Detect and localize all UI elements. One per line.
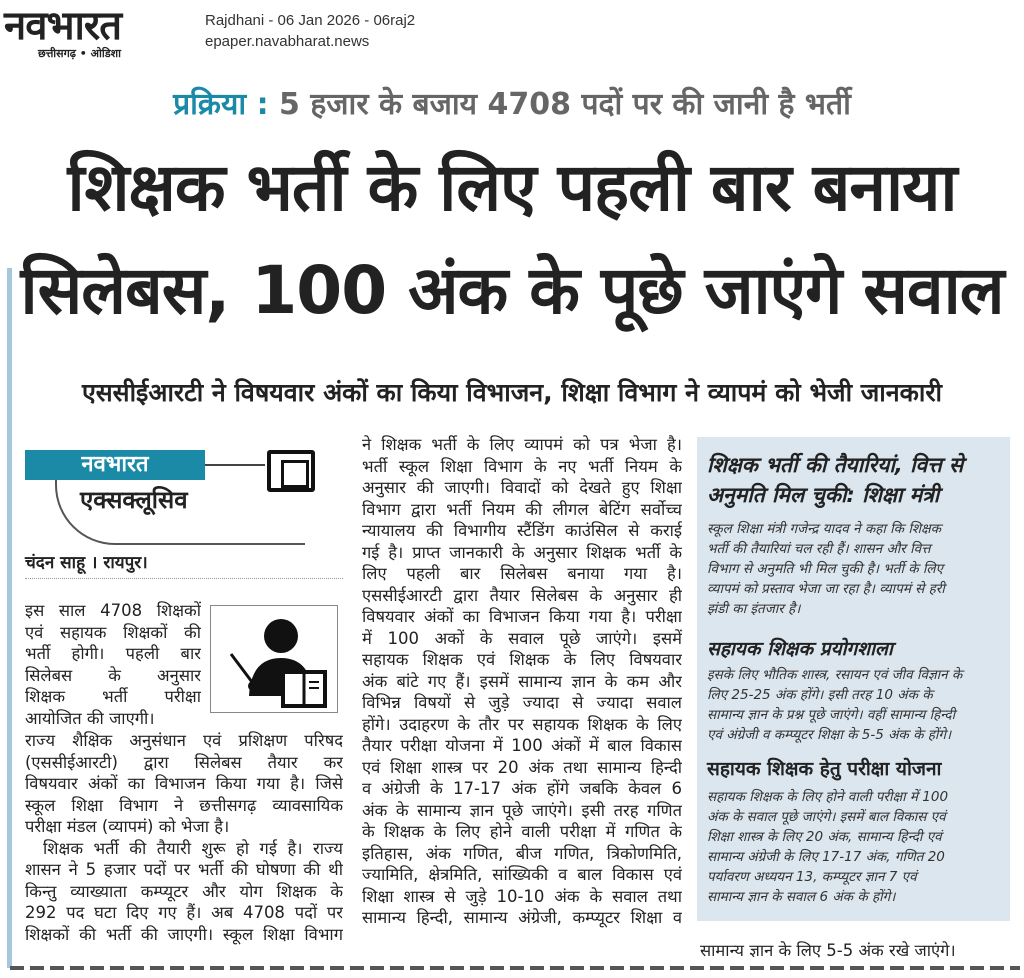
headline-line-1: शिक्षक भर्ती के लिए पहली बार बनाया (67, 149, 957, 226)
newspaper-logo: नवभारत (4, 3, 122, 49)
article-line: न्यायालय की विभागीय स्टैंडिंग काउंसिल से कराई (362, 521, 682, 540)
article-line: विभाग द्वारा भर्ती नियम की लीगल बेटिंग सर्वोच्च (362, 499, 682, 519)
kicker (0, 82, 1024, 123)
sidebar-text-line: लिए 25-25 अंक होंगे। इसी तरह 10 अंक के (707, 687, 933, 703)
article-line: व अंग्रेजी के 17-17 अंक होंगे जबकि केवल 6 (362, 779, 682, 798)
article-line: शिक्षक भर्ती परीक्षा (25, 687, 201, 706)
article-line: शासन ने 5 हजार पदों पर भर्ती की घोषणा की थी (25, 860, 343, 879)
byline: चंदन साहू । रायपुर। (25, 553, 148, 573)
article-line: भर्ती होगी। पहली बार (25, 644, 201, 663)
article-line: स्कूल शिक्षा विभाग ने छत्तीसगढ़ व्यावसायिक (25, 795, 343, 815)
column-rule (7, 268, 12, 968)
exclusive-label: एक्सक्लूसिव (80, 486, 188, 514)
article-line: लिए पहली बार सिलेबस बनाया गया है। (362, 564, 682, 583)
article-line: एवं शिक्षा शास्त्र पर 20 अंक तथा सामान्य हिन्दी (362, 757, 682, 777)
article-line: शिक्षकों की भर्ती की जाएगी। स्कूल शिक्षा विभाग (25, 924, 343, 944)
col3-tail-text: सामान्य ज्ञान के लिए 5-5 अंक रखे जाएंगे। (700, 941, 956, 960)
article-line: सामान्य हिन्दी, सामान्य अंग्रेजी, कम्प्यूटर शिक्षा व (362, 908, 682, 927)
article-line: परीक्षा मंडल (व्यापमं) को भेजा है। (25, 817, 230, 836)
sidebar-title-1: शिक्षक भर्ती की तैयारियां, वित्त से (707, 453, 964, 477)
headline-line-2: सिलेबस, 100 अंक के पूछे जाएंगे सवाल (20, 252, 1004, 329)
article-line: में 100 अकों के सवाल पूछे जाएंगे। इसमें (362, 628, 682, 648)
sidebar-text-line: स्कूल शिक्षा मंत्री गजेन्द्र यादव ने कहा कि शिक्षक (707, 521, 942, 537)
sidebar-text-line: पर्यावरण अध्ययन 13, कम्प्यूटर ज्ञान 7 एवं (707, 869, 917, 885)
sidebar-text-line: शिक्षा शास्त्र के लिए 20 अंक, सामान्य हिन्दी एवं (707, 829, 942, 845)
article-line: राज्य शैक्षिक अनुसंधान एवं प्रशिक्षण परिषद (25, 731, 343, 750)
article-line: ने शिक्षक भर्ती के लिए व्यापमं को पत्र भेजा है। (362, 435, 682, 454)
article-line: विषयवार अंकों का विभाजन किया गया है। जिसे (25, 774, 343, 793)
article-line: अंक के सामान्य ज्ञान पूछे जाएंगे। इसी तरह गणित (362, 800, 682, 820)
article-line: विभिन्न विषयों से जुड़े ज्यादा से ज्यादा सवाल (362, 693, 682, 712)
sidebar-text-line: भर्ती की तैयारियां चल रही हैं। शासन और वित्त (707, 541, 931, 557)
article-line: शिक्षा शास्त्र से जुड़े 10-10 अंक के सवाल तथा (362, 886, 682, 906)
logo-subtitle: छत्तीसगढ़ • ओडिशा (38, 47, 121, 60)
sidebar-text-line: एवं अंग्रेजी व कम्प्यूटर शिक्षा के 5-5 अंक के होंगे। (707, 727, 952, 743)
article-line: होंगे। उदाहरण के तौर पर सहायक शिक्षक के लिए (362, 714, 682, 734)
site-url: epaper.navabharat.news (205, 33, 370, 50)
sidebar-heading-exam-plan: सहायक शिक्षक हेतु परीक्षा योजना (707, 758, 942, 780)
exclusive-brand: नवभारत (25, 450, 205, 480)
article-line: तैयार परीक्षा योजना में 100 अंकों में बाल विकास (362, 736, 682, 755)
dashed-divider (10, 966, 1020, 970)
article-line: अनुसार की जाएगी। विवादों को देखते हुए शिक्षा (362, 478, 682, 497)
sidebar-heading-lab: सहायक शिक्षक प्रयोगशाला (707, 638, 893, 660)
article-line: किन्तु व्याख्याता कम्प्यूटर और योग शिक्षक के (25, 881, 343, 901)
sidebar-text-line: सामान्य अंग्रेजी के लिए 17-17 अंक, गणित 20 (707, 849, 945, 865)
sidebar-text-line: सामान्य ज्ञान के प्रश्न पूछे जाएंगे। वहीं सामान्य हिन्दी (707, 707, 956, 723)
article-line: 292 पद घटा दिए गए हैं। अब 4708 पदों पर (25, 903, 343, 922)
kicker-label: प्रक्रिया : (173, 87, 269, 122)
sidebar-text-line: अंक के सवाल पूछे जाएंगे। इसमें बाल विकास एवं (707, 809, 946, 825)
newspaper-icon (267, 450, 315, 492)
article-line: भर्ती स्कूल शिक्षा विभाग के नए भर्ती नियम के (362, 456, 682, 476)
sidebar-text-line: झंडी का इंतजार है। (707, 601, 801, 617)
divider (25, 578, 343, 579)
article-line: इतिहास, अंक गणित, बीज गणित, त्रिकोणमिति, (362, 843, 682, 863)
article-line: एवं सहायक शिक्षकों की (25, 622, 201, 642)
article-line: आयोजित की जाएगी। (25, 708, 155, 728)
sidebar-title-2: अनुमति मिल चुकी: शिक्षा मंत्री (707, 483, 940, 507)
article-line: शिक्षक भर्ती की तैयारी शुरू हो गई है। राज्य (43, 838, 343, 858)
sidebar-text-line: सामान्य ज्ञान के सवाल 6 अंक के होंगे। (707, 889, 896, 905)
article-line: के शिक्षक के लिए होने वाली परीक्षा में गणित के (362, 822, 682, 841)
article-line: विषयवार अंकों का विभाजन किया गया है। परीक्षा (362, 607, 682, 626)
sidebar-text-line: विभाग से अनुमति भी मिल चुकी है। भर्ती के लिए (707, 561, 944, 577)
kicker-text: 5 हजार के बजाय 4708 पदों पर की जानी है भर्ती (279, 87, 851, 122)
sidebar-text-line: इसके लिए भौतिक शास्त्र, रसायन एवं जीव विज्ञान के (707, 667, 963, 683)
article-line: सहायक शिक्षक एवं शिक्षक के लिए विषयवार (362, 650, 682, 669)
sidebar-text-line: व्यापमं को प्रस्ताव भेजा जा रहा है। व्यापमं से हरी (707, 581, 945, 597)
edition-info: Rajdhani - 06 Jan 2026 - 06raj2 (205, 12, 416, 29)
article-line: (एससीईआरटी) द्वारा सिलेबस तैयार कर (25, 752, 343, 772)
article-line: सिलेबस के अनुसार (25, 665, 201, 685)
teacher-icon (210, 605, 338, 713)
article-line: एससीईआरटी द्वारा तैयार सिलेबस के अनुसार ही (362, 585, 682, 605)
article-line: गई है। प्राप्त जानकारी के अनुसार शिक्षक भर्ती के (362, 542, 682, 562)
divider (205, 464, 265, 466)
sidebar-text-line: सहायक शिक्षक के लिए होने वाली परीक्षा में 100 (707, 789, 949, 805)
article-line: ज्यामिति, क्षेत्रमिति, सांख्यिकी व बाल विकास एवं (362, 865, 682, 884)
sidebar-box (697, 437, 1010, 921)
subheadline: एससीईआरटी ने विषयवार अंकों का किया विभाजन, शिक्षा विभाग ने व्यापमं को भेजी जानकारी (81, 378, 943, 407)
article-line: अंक बांटे गए हैं। इसमें सामान्य ज्ञान के कम और (362, 671, 682, 691)
article-line: इस साल 4708 शिक्षकों (25, 601, 201, 620)
